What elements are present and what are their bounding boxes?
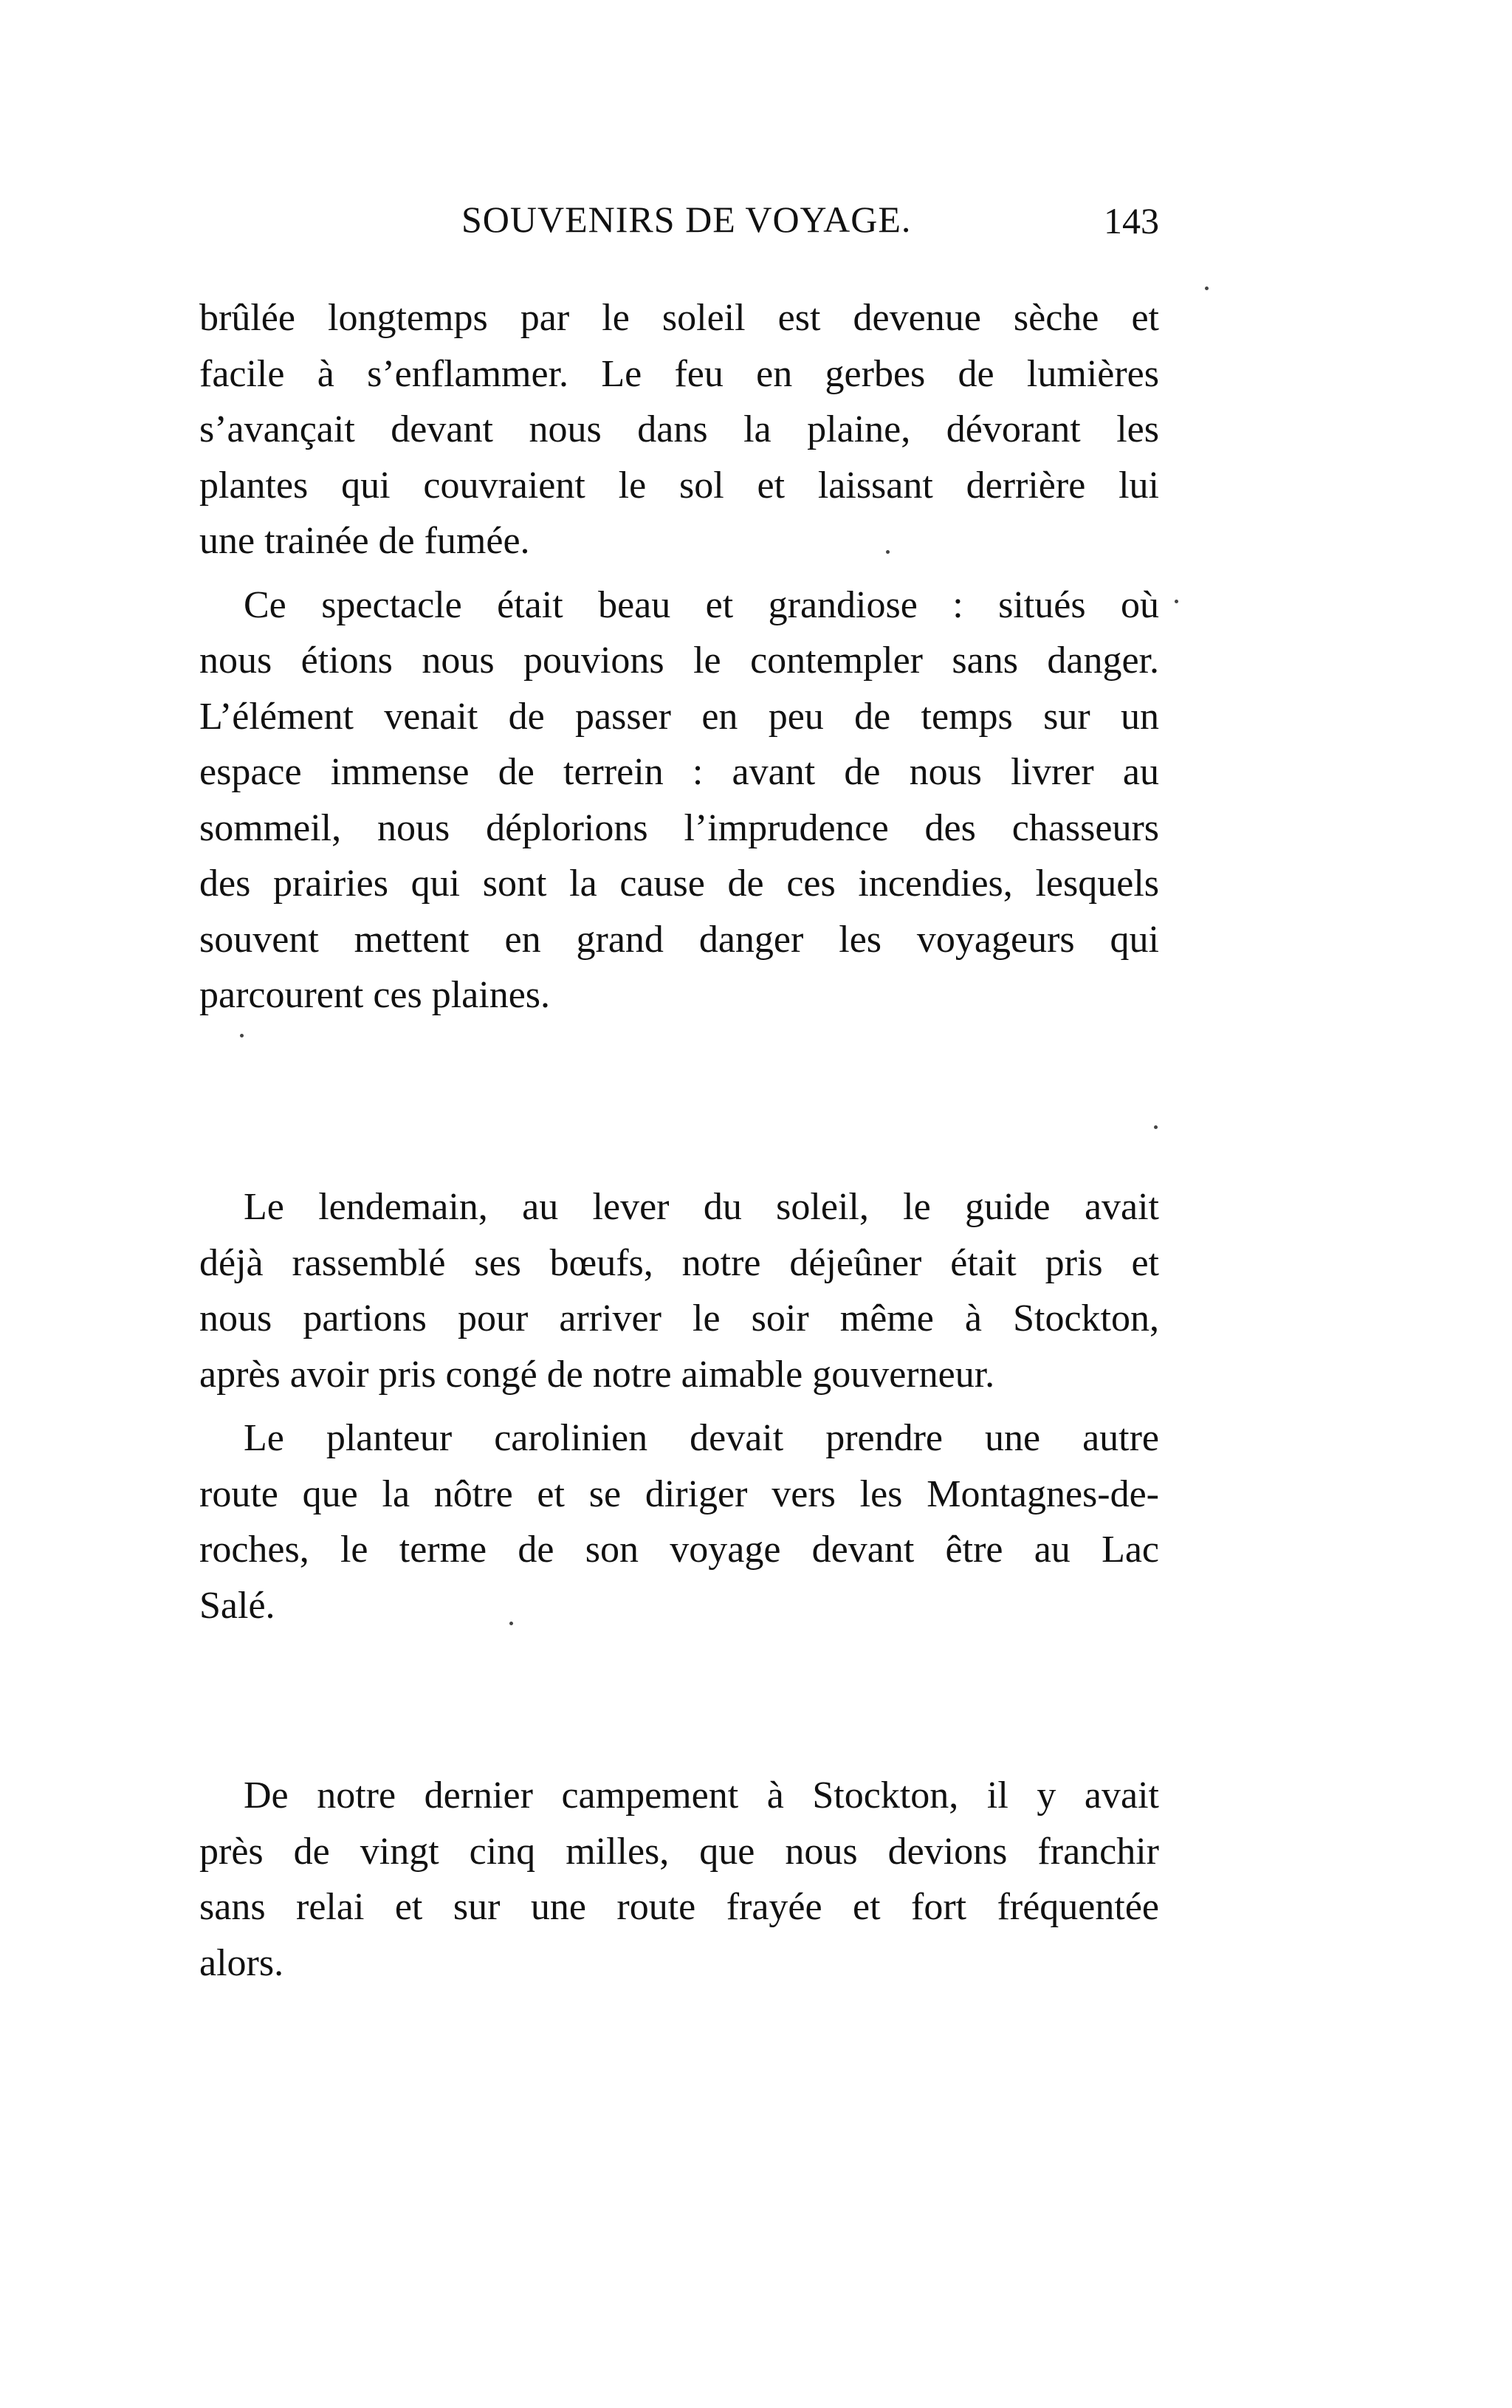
ink-speck: [240, 1034, 244, 1037]
text-line: parcourent ces plaines.: [199, 974, 551, 1016]
text-line: roches, le terme de son voyage devant être au Lac: [199, 1529, 1159, 1571]
text-line: sommeil, nous déplorions l’imprudence des chasseurs: [199, 806, 1159, 849]
text-line: après avoir pris congé de notre aimable gouverneur.: [199, 1353, 995, 1396]
text-line: De notre dernier campement à Stockton, il y avait: [244, 1774, 1159, 1817]
text-line: Le planteur carolinien devait prendre une autre: [244, 1417, 1159, 1459]
text-line: nous partions pour arriver le soir même à Stockton,: [199, 1297, 1159, 1340]
ink-speck: [1175, 600, 1178, 603]
text-line: espace immense de terrein : avant de nous livrer au: [199, 751, 1159, 793]
text-line: alors.: [199, 1941, 284, 1984]
text-line: Ce spectacle était beau et grandiose : situés où: [244, 583, 1159, 626]
paragraph-5: [199, 1768, 1159, 1991]
text-line: déjà rassemblé ses bœufs, notre déjeûner était pris et: [199, 1241, 1159, 1284]
text-line: facile à s’enflammer. Le feu en gerbes de lumières: [199, 352, 1159, 395]
text-line: Salé.: [199, 1584, 275, 1627]
text-line: s’avançait devant nous dans la plaine, dévorant les: [199, 408, 1159, 450]
text-line: L’élément venait de passer en peu de temps sur un: [199, 695, 1159, 738]
text-line: souvent mettent en grand danger les voyageurs qui: [199, 918, 1159, 961]
page-number: 143: [1104, 200, 1159, 241]
text-line: brûlée longtemps par le soleil est devenue sèche et: [199, 297, 1159, 339]
paragraph-4: [199, 1410, 1159, 1633]
running-title: SOUVENIRS DE VOYAGE.: [461, 199, 912, 240]
text-block-2: [199, 1179, 1159, 1633]
text-block-1: [199, 290, 1159, 1023]
paragraph-1: [199, 290, 1159, 569]
ink-speck: [509, 1622, 513, 1625]
running-head: [199, 198, 1159, 250]
text-line: des prairies qui sont la cause de ces incendies, lesquels: [199, 862, 1159, 905]
text-line: près de vingt cinq milles, que nous devions franchir: [199, 1830, 1159, 1873]
ink-speck: [1205, 287, 1209, 290]
ink-speck: [1154, 1125, 1158, 1129]
paragraph-2: [199, 577, 1159, 1023]
text-block-3: [199, 1768, 1159, 1991]
text-line: sans relai et sur une route frayée et fort fréquentée: [199, 1886, 1159, 1928]
text-line: nous étions nous pouvions le contempler sans danger.: [199, 639, 1159, 682]
text-line: route que la nôtre et se diriger vers les Montagnes-de-: [199, 1472, 1159, 1515]
text-line: une trainée de fumée.: [199, 520, 530, 562]
paragraph-3: [199, 1179, 1159, 1402]
ink-speck: [886, 550, 890, 554]
text-line: plantes qui couvraient le sol et laissant derrière lui: [199, 464, 1159, 507]
text-line: Le lendemain, au lever du soleil, le guide avait: [244, 1186, 1159, 1228]
